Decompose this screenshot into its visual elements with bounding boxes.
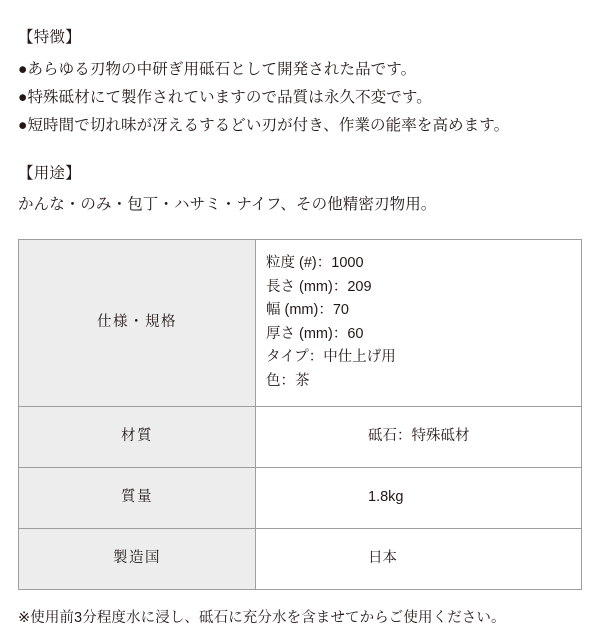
spec-row-label: 質量 <box>19 467 256 528</box>
usage-text: かんな・のみ・包丁・ハサミ・ナイフ、その他精密刃物用。 <box>18 195 437 213</box>
spec-table <box>18 239 582 590</box>
table-row <box>19 239 582 406</box>
spec-value-line: 粒度 (#)：1000 <box>266 255 364 272</box>
spec-row-value: 日本 <box>256 528 582 589</box>
usage-heading: 【用途】 <box>18 164 81 182</box>
spec-value-line: 色：茶 <box>266 372 310 389</box>
spec-row-label: 材質 <box>19 406 256 467</box>
usage-section <box>18 162 582 218</box>
spec-value-line: タイプ：中仕上げ用 <box>266 349 396 366</box>
footnote-text: ※使用前3分程度水に浸し、砥石に充分水を含ませてからご使用ください。 <box>18 609 506 626</box>
spec-value-line: 厚さ (mm)：60 <box>266 325 364 342</box>
spec-value-line: 長さ (mm)：209 <box>266 278 372 295</box>
spec-row-value <box>256 239 582 406</box>
features-section <box>18 26 582 139</box>
spec-table-container <box>18 239 582 590</box>
list-item: ●短時間で切れ味が冴えるするどい刃が付き、作業の能率を高めます。 <box>18 117 510 135</box>
spec-row-value: 1.8kg <box>256 467 582 528</box>
table-row <box>19 528 582 589</box>
table-row <box>19 406 582 467</box>
table-row <box>19 467 582 528</box>
spec-value-line: 幅 (mm)：70 <box>266 302 349 319</box>
spec-value-lines <box>266 252 571 393</box>
spec-row-label: 製造国 <box>19 528 256 589</box>
spec-row-value: 砥石：特殊砥材 <box>256 406 582 467</box>
spec-row-label: 仕様・規格 <box>19 239 256 406</box>
features-heading: 【特徴】 <box>18 29 81 46</box>
spacer <box>18 142 582 162</box>
list-item: ●特殊砥材にて製作されていますので品質は永久不変です。 <box>18 89 432 107</box>
features-list <box>18 57 582 138</box>
list-item: ●あらゆる刃物の中研ぎ用砥石として開発された品です。 <box>18 61 417 79</box>
